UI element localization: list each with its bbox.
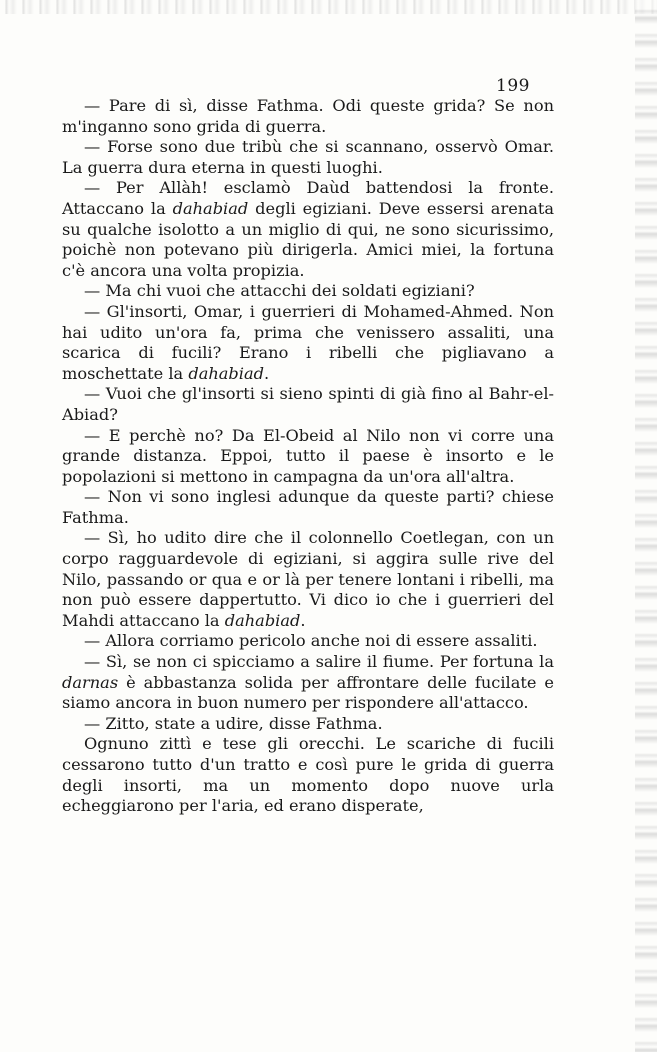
paragraph: — Gl'insorti, Omar, i guerrieri di Mohamed-Ahmed. Non hai udito un'ora fa, prima che venissero assaliti, una scarica di fucili? Erano i ribelli che pigliavano a moschettate la dahabiad. [62,301,554,383]
paragraph: — Sì, ho udito dire che il colonnello Coetlegan, con un corpo ragguardevole di egiziani, si aggira sulle rive del Nilo, passando or qua e or là per tenere lontani i ribelli, ma non può essere dappertutto. Vi dico io che i guerrieri del Mahdi attaccano la dahabiad. [62,528,554,630]
paragraph: — E perchè no? Da El-Obeid al Nilo non vi corre una grande distanza. Eppoi, tutto il paese è insorto e le popolazioni si mettono in campagna da un'ora all'altra. [62,425,554,486]
paragraph: — Zitto, state a udire, disse Fathma. [84,713,383,733]
paragraph: — Allora corriamo pericolo anche noi di essere assaliti. [84,631,538,651]
page-number: 199 [496,76,530,96]
paragraph: — Sì, se non ci spicciamo a salire il fiume. Per fortuna la darnas è abbastanza solida per affrontare delle fucilate e siamo ancora in buon numero per rispondere all'attacco. [62,652,554,713]
paragraph: — Vuoi che gl'insorti si sieno spinti di già fino al Bahr-el-Abiad? [62,384,554,424]
scan-edge-top [0,0,657,14]
paragraph: — Per Allàh! esclamò Daùd battendosi la fronte. Attaccano la dahabiad degli egiziani. Deve essersi arenata su qualche isolotto a un miglio di qui, ne sono sicurissimo, poichè non potevano più dirigerla. Amici miei, la fortuna c'è ancora una volta propizia. [62,178,555,280]
paragraph: — Non vi sono inglesi adunque da queste parti? chiese Fathma. [62,487,554,527]
paragraph: Ognuno zittì e tese gli orecchi. Le scariche di fucili cessarono tutto d'un tratto e così pure le grida di guerra degli insorti, ma un momento dopo nuove urla echeggiarono per l'aria, ed erano disperate, [62,734,554,816]
italic-term: dahabiad [188,363,264,383]
italic-term: dahabiad [224,610,301,630]
body-text [62,96,554,817]
italic-term: darnas [62,672,119,692]
scan-edge-right [635,0,657,1052]
paragraph: — Pare di sì, disse Fathma. Odi queste grida? Se non m'inganno sono grida di guerra. [62,96,554,136]
paragraph: — Forse sono due tribù che si scannano, osservò Omar. La guerra dura eterna in questi luoghi. [62,137,554,177]
paragraph: — Ma chi vuoi che attacchi dei soldati egiziani? [84,281,475,301]
italic-term: dahabiad [172,198,249,218]
